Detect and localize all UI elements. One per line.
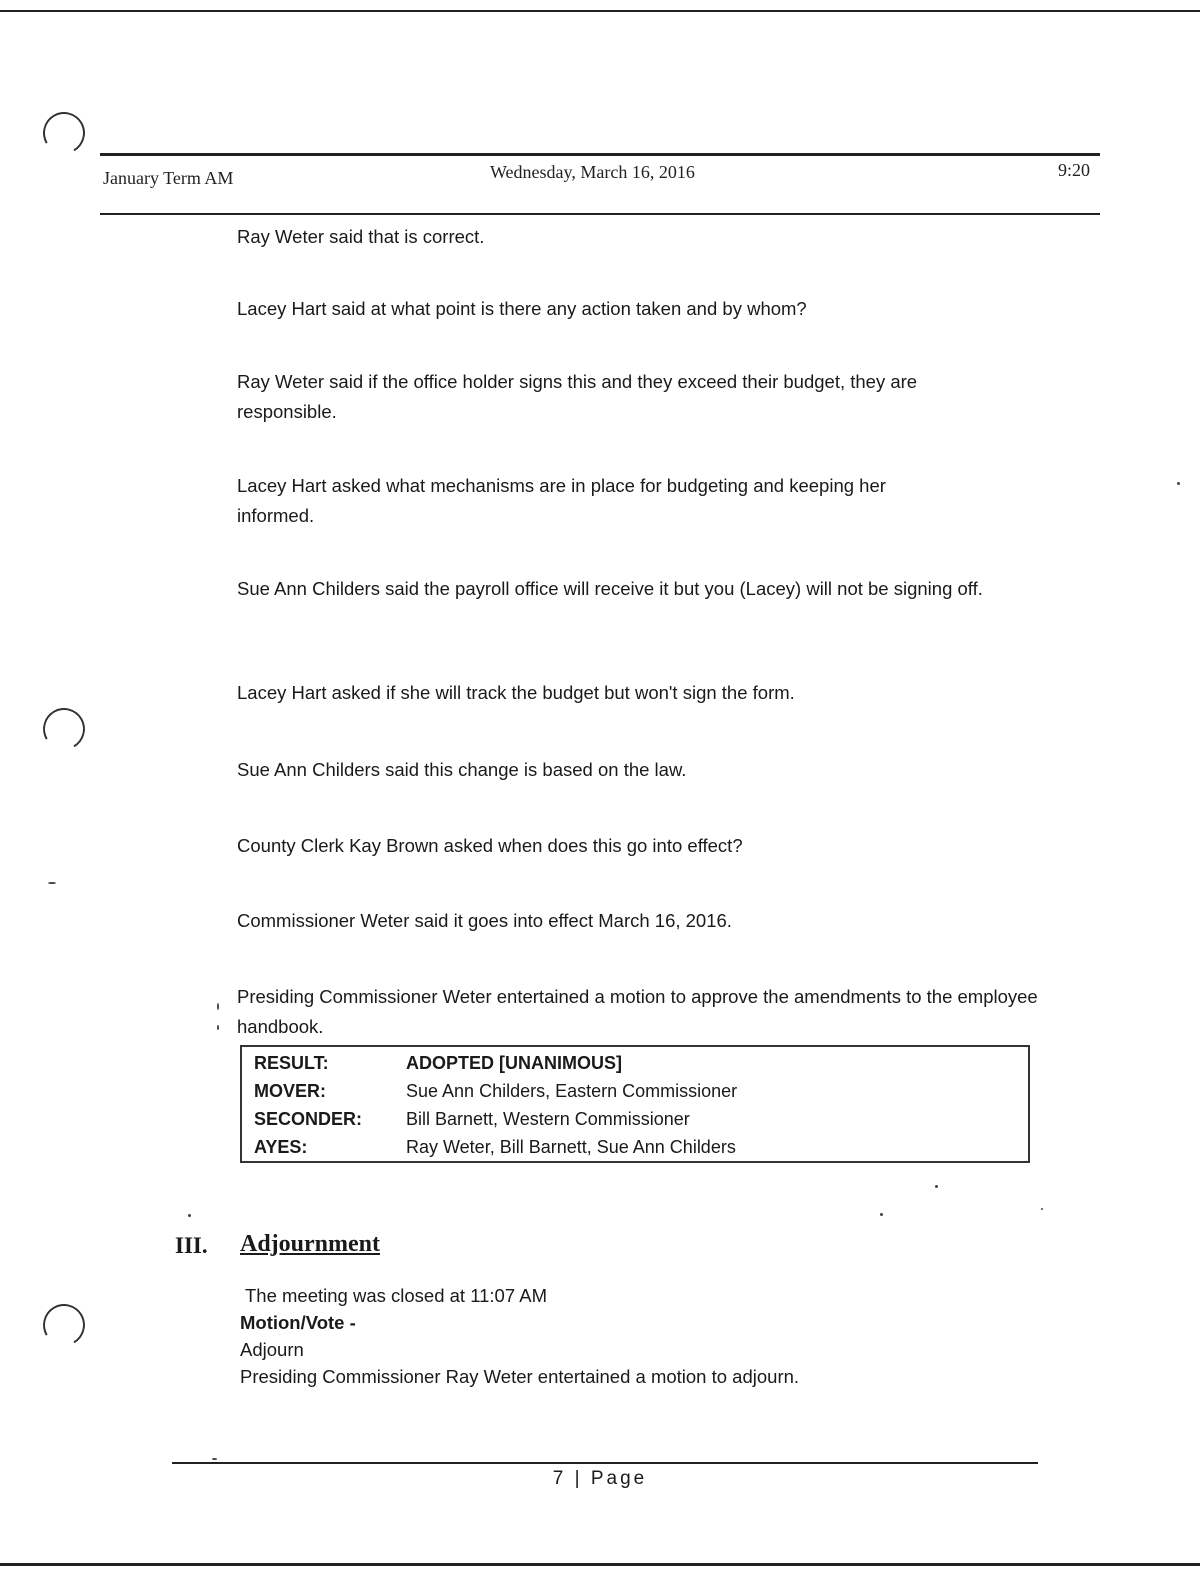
scan-speck bbox=[217, 1003, 219, 1010]
punch-hole-top bbox=[38, 107, 89, 158]
vote-label: MOVER: bbox=[254, 1081, 326, 1101]
scan-speck bbox=[1041, 1208, 1043, 1210]
vote-result-table bbox=[240, 1045, 1030, 1163]
header-term: January Term AM bbox=[103, 168, 234, 188]
scan-edge-bottom bbox=[0, 1563, 1200, 1566]
header-time: 9:20 bbox=[1058, 160, 1091, 180]
vote-label: SECONDER: bbox=[254, 1109, 363, 1129]
vote-value: Bill Barnett, Western Commissioner bbox=[406, 1109, 690, 1129]
minutes-paragraph: Commissioner Weter said it goes into effect March 16, 2016. bbox=[237, 910, 732, 931]
scan-speck bbox=[217, 1025, 219, 1030]
minutes-paragraph: County Clerk Kay Brown asked when does this go into effect? bbox=[237, 835, 743, 856]
punch-hole-bottom bbox=[38, 1299, 89, 1350]
motion-text: Presiding Commissioner Ray Weter entertained a motion to adjourn. bbox=[240, 1366, 800, 1387]
scan-speck bbox=[880, 1213, 883, 1216]
scan-speck bbox=[935, 1185, 938, 1188]
adjournment-closed-text: The meeting was closed at 11:07 AM bbox=[245, 1285, 547, 1306]
scan-speck bbox=[212, 1458, 217, 1460]
section-title: Adjournment bbox=[240, 1231, 381, 1257]
minutes-paragraph: Lacey Hart said at what point is there any action taken and by whom? bbox=[237, 298, 807, 319]
page-number: 7 | Page bbox=[552, 1468, 648, 1489]
footer-rule bbox=[172, 1462, 1038, 1464]
vote-label: RESULT: bbox=[254, 1053, 329, 1073]
header-rule-bottom bbox=[100, 213, 1100, 215]
section-number: III. bbox=[175, 1233, 208, 1258]
minutes-paragraph: Lacey Hart asked if she will track the budget but won't sign the form. bbox=[237, 682, 795, 703]
header-rule-top bbox=[100, 153, 1100, 156]
minutes-paragraph: Sue Ann Childers said this change is based on the law. bbox=[237, 759, 687, 780]
minutes-paragraph: Ray Weter said that is correct. bbox=[237, 226, 485, 247]
vote-value: Sue Ann Childers, Eastern Commissioner bbox=[406, 1081, 738, 1101]
header-date: Wednesday, March 16, 2016 bbox=[490, 162, 695, 182]
minutes-paragraph: Presiding Commissioner Weter entertained a motion to approve the amendments to the employee handbook. bbox=[237, 986, 1038, 1037]
scan-speck bbox=[48, 882, 56, 884]
minutes-paragraph: Ray Weter said if the office holder signs this and they exceed their budget, they are responsible. bbox=[237, 371, 918, 422]
motion-type: Adjourn bbox=[240, 1339, 304, 1360]
scan-speck bbox=[188, 1214, 191, 1217]
vote-value: ADOPTED [UNANIMOUS] bbox=[406, 1053, 622, 1073]
scan-edge-top bbox=[0, 10, 1200, 12]
scan-speck bbox=[1177, 482, 1180, 485]
punch-hole-middle bbox=[38, 703, 89, 754]
vote-label: AYES: bbox=[254, 1137, 308, 1157]
vote-value: Ray Weter, Bill Barnett, Sue Ann Childers bbox=[406, 1137, 736, 1157]
minutes-paragraph: Lacey Hart asked what mechanisms are in place for budgeting and keeping her informed. bbox=[237, 475, 886, 526]
motion-vote-label: Motion/Vote - bbox=[240, 1312, 356, 1333]
minutes-paragraph: Sue Ann Childers said the payroll office will receive it but you (Lacey) will not be signing off. bbox=[237, 578, 983, 599]
